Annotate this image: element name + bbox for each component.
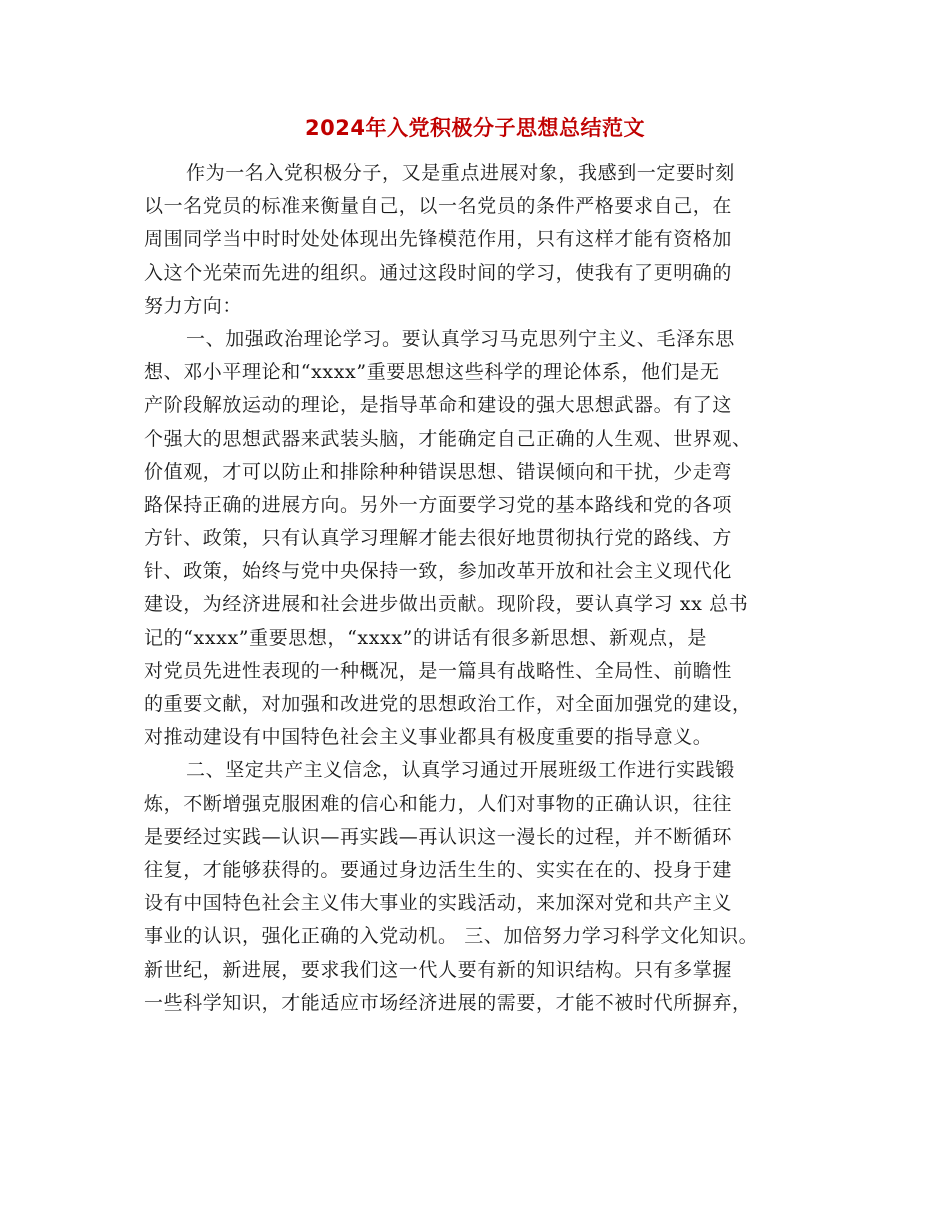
text-line: 是要经过实践—认识—再实践—再认识这一漫长的过程，并不断循环 [144, 825, 733, 848]
text-line: 个强大的思想武器来武装头脑，才能确定自己正确的人生观、世界观、 [144, 427, 752, 450]
text-line: 一些科学知识，才能适应市场经济进展的需要，才能不被时代所摒弃， [144, 991, 752, 1014]
document-body [144, 157, 804, 1020]
text-line: 作为一名入党积极分子，又是重点进展对象，我感到一定要时刻 [186, 162, 735, 184]
text-line: 对党员先进性表现的一种概况，是一篇具有战略性、全局性、前瞻性 [144, 659, 733, 682]
text-line: 设有中国特色社会主义伟大事业的实践活动，来加深对党和共产主义 [144, 892, 733, 915]
text-line: 往复，才能够获得的。要通过身边活生生的、实实在在的、投身于建 [144, 858, 733, 881]
text-line: 新世纪，新进展，要求我们这一代人要有新的知识结构。只有多掌握 [144, 958, 733, 981]
text-line: 一、加强政治理论学习。要认真学习马克思列宁主义、毛泽东思 [186, 327, 735, 350]
text-line: 方针、政策，只有认真学习理解才能去很好地贯彻执行党的路线、方 [144, 527, 733, 550]
text-line: 的重要文献，对加强和改进党的思想政治工作，对全面加强党的建设， [144, 693, 752, 715]
text-line: 价值观，才可以防止和排除种种错误思想、错误倾向和干扰，少走弯 [144, 460, 733, 483]
text-line: 以一名党员的标准来衡量自己，以一名党员的条件严格要求自己，在 [144, 195, 733, 218]
text-line: 努力方向： [144, 294, 243, 317]
text-line: 周围同学当中时时处处体现出先锋模范作用，只有这样才能有资格加 [144, 228, 733, 251]
text-line: 二、坚定共产主义信念，认真学习通过开展班级工作进行实践锻 [186, 759, 735, 782]
text-line: 针、政策，始终与党中央保持一致，参加改革开放和社会主义现代化 [144, 560, 733, 583]
text-line: 记的“xxxx”重要思想，“xxxx”的讲话有很多新思想、新观点，是 [144, 626, 707, 649]
text-line: 想、邓小平理论和“xxxx”重要思想这些科学的理论体系，他们是无 [144, 361, 720, 384]
text-line: 事业的认识，强化正确的入党动机。 三、加倍努力学习科学文化知识。 [144, 925, 759, 948]
text-line: 入这个光荣而先进的组织。通过这段时间的学习，使我有了更明确的 [144, 261, 733, 284]
text-line: 产阶段解放运动的理论，是指导革命和建设的强大思想武器。有了这 [144, 394, 733, 417]
document-title: 2024年入党积极分子思想总结范文 [305, 116, 645, 140]
text-line: 对推动建设有中国特色社会主义事业都具有极度重要的指导意义。 [144, 726, 713, 749]
text-line: 炼，不断增强克服困难的信心和能力，人们对事物的正确认识，往往 [144, 792, 733, 815]
text-line: 路保持正确的进展方向。另外一方面要学习党的基本路线和党的各项 [144, 493, 733, 516]
text-line: 建设，为经济进展和社会进步做出贡献。现阶段，要认真学习 xx 总书 [144, 593, 749, 616]
